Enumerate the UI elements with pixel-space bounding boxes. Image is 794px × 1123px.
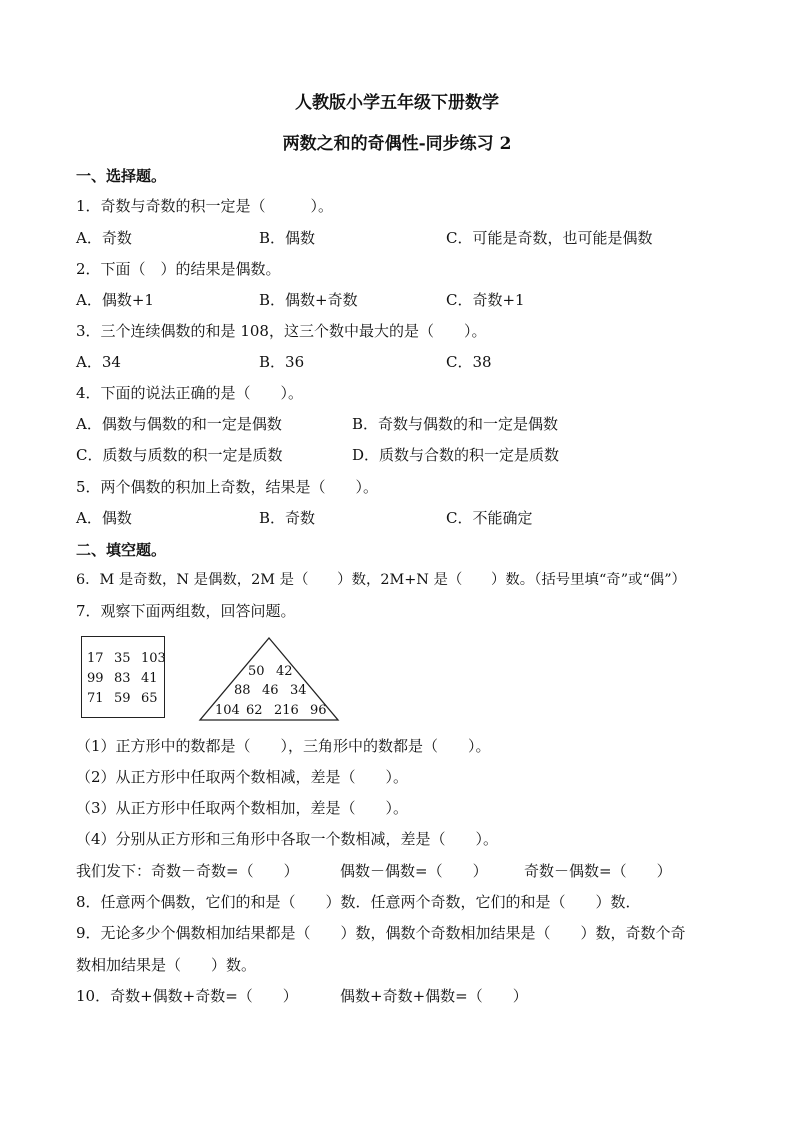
- question-5: 5．两个偶数的积加上奇数，结果是（ ）。: [76, 478, 379, 496]
- triangle-number: 46: [262, 683, 279, 698]
- number-triangle: [198, 636, 340, 722]
- page-subtitle: 两数之和的奇偶性-同步练习 2: [282, 134, 512, 154]
- finding-even-minus-even: 偶数－偶数=（ ）: [340, 862, 488, 880]
- q1-option-c: C．可能是奇数，也可能是偶数: [446, 229, 653, 247]
- question-9-line-1: 9．无论多少个偶数相加结果都是（ ）数，偶数个奇数相加结果是（ ）数，奇数个奇: [76, 924, 686, 942]
- triangle-number: 62: [246, 703, 263, 718]
- q3-option-a: A．34: [76, 353, 121, 371]
- triangle-number: 216: [274, 703, 299, 718]
- question-7-part-4: （4）分别从正方形和三角形中各取一个数相减，差是（ ）。: [76, 830, 499, 848]
- question-7-part-3: （3）从正方形中任取两个数相加，差是（ ）。: [76, 799, 409, 817]
- q2-option-b: B．偶数+奇数: [259, 291, 358, 309]
- square-number: 99: [87, 671, 104, 686]
- finding-odd-minus-odd: 我们发下：奇数－奇数=（ ）: [76, 862, 299, 880]
- section-heading-fill: 二、填空题。: [76, 541, 167, 559]
- question-10-part-a: 10．奇数+偶数+奇数=（ ）: [76, 987, 298, 1005]
- question-1: 1．奇数与奇数的积一定是（ ）。: [76, 197, 334, 215]
- q2-option-a: A．偶数+1: [76, 291, 154, 309]
- question-8: 8．任意两个偶数，它们的和是（ ）数．任意两个奇数，它们的和是（ ）数．: [76, 893, 641, 911]
- q3-option-c: C．38: [446, 353, 492, 371]
- question-7: 7．观察下面两组数，回答问题。: [76, 602, 296, 620]
- square-number: 83: [114, 671, 131, 686]
- triangle-number: 104: [215, 703, 240, 718]
- q2-option-c: C．奇数+1: [446, 291, 525, 309]
- q4-option-d: D．质数与合数的积一定是质数: [352, 446, 560, 464]
- q3-option-b: B．36: [259, 353, 305, 371]
- question-10-part-b: 偶数+奇数+偶数=（ ）: [340, 987, 528, 1005]
- q1-option-b: B．偶数: [259, 229, 316, 247]
- triangle-number: 50: [248, 664, 265, 679]
- question-7-part-2: （2）从正方形中任取两个数相减，差是（ ）。: [76, 768, 409, 786]
- square-number: 59: [114, 691, 131, 706]
- square-number: 103: [141, 651, 166, 666]
- number-square: [81, 636, 165, 718]
- question-9-line-2: 数相加结果是（ ）数。: [76, 956, 257, 974]
- question-4: 4．下面的说法正确的是（ ）。: [76, 384, 304, 402]
- q1-option-a: A．奇数: [76, 229, 132, 247]
- q4-option-b: B．奇数与偶数的和一定是偶数: [352, 415, 559, 433]
- q5-option-b: B．奇数: [259, 509, 316, 527]
- question-7-part-1: （1）正方形中的数都是（ ），三角形中的数都是（ ）。: [76, 737, 491, 755]
- triangle-number: 34: [290, 683, 307, 698]
- q5-option-a: A．偶数: [76, 509, 132, 527]
- question-2: 2．下面（ ）的结果是偶数。: [76, 260, 281, 278]
- finding-odd-minus-even: 奇数－偶数=（ ）: [524, 862, 672, 880]
- question-6: 6．M 是奇数，N 是偶数，2M 是（ ）数，2M+N 是（ ）数。（括号里填“奇”或“偶”）: [76, 572, 686, 588]
- page-title: 人教版小学五年级下册数学: [295, 93, 499, 113]
- square-number: 65: [141, 691, 158, 706]
- section-heading-choice: 一、选择题。: [76, 167, 167, 185]
- square-number: 17: [87, 651, 104, 666]
- square-number: 41: [141, 671, 158, 686]
- triangle-number: 88: [234, 683, 251, 698]
- square-number: 71: [87, 691, 104, 706]
- q4-option-c: C．质数与质数的积一定是质数: [76, 446, 283, 464]
- q5-option-c: C．不能确定: [446, 509, 533, 527]
- square-number: 35: [114, 651, 131, 666]
- triangle-number: 96: [310, 703, 327, 718]
- q4-option-a: A．偶数与偶数的和一定是偶数: [76, 415, 282, 433]
- question-3: 3．三个连续偶数的和是 108，这三个数中最大的是（ ）。: [76, 322, 487, 340]
- triangle-number: 42: [276, 664, 293, 679]
